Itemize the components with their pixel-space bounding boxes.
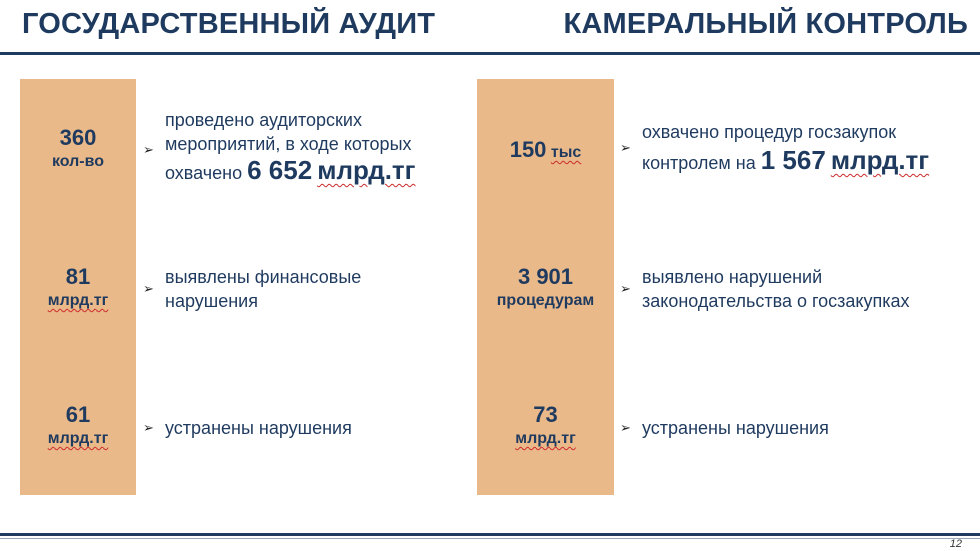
stat-unit: кол-во bbox=[51, 153, 105, 170]
footer-divider bbox=[0, 533, 980, 536]
item-text-line: выявлены финансовые bbox=[165, 267, 362, 287]
stat-unit: млрд.тг bbox=[47, 430, 109, 447]
stat-value: 150 bbox=[509, 137, 547, 162]
arrow-bullet-icon: ➢ bbox=[143, 420, 154, 435]
item-text-line: устранены нарушения bbox=[165, 418, 352, 438]
item-text-line: устранены нарушения bbox=[642, 418, 829, 438]
stat-unit: млрд.тг bbox=[515, 430, 576, 447]
item-text-line: законодательства о госзакупках bbox=[642, 291, 910, 311]
stat-unit: процедурам bbox=[496, 292, 595, 309]
stat-procedures-covered bbox=[477, 137, 614, 163]
stat-violations-amount bbox=[20, 264, 136, 312]
arrow-bullet-icon: ➢ bbox=[143, 142, 154, 157]
highlight-amount: 6 652 bbox=[247, 155, 313, 185]
title-desk-control: КАМЕРАЛЬНЫЙ КОНТРОЛЬ bbox=[563, 8, 968, 40]
stat-value: 3 901 bbox=[517, 264, 574, 289]
right-stats-column bbox=[477, 79, 614, 495]
highlight-unit: млрд.тг bbox=[317, 155, 416, 185]
item-text-line: охвачено bbox=[165, 163, 248, 183]
title-state-audit: ГОСУДАРСТВЕННЫЙ АУДИТ bbox=[22, 8, 436, 40]
item-text-line: нарушения bbox=[165, 291, 258, 311]
right-item-violations bbox=[620, 265, 910, 313]
left-item-violations bbox=[143, 265, 361, 313]
item-text-line: контролем на bbox=[642, 153, 761, 173]
item-text-line: охвачено процедур госзакупок bbox=[642, 122, 897, 142]
left-item-audits bbox=[143, 108, 416, 185]
stat-procedures-violations bbox=[477, 264, 614, 312]
stat-unit: тыс bbox=[550, 144, 582, 161]
item-text-line: проведено аудиторских bbox=[165, 110, 362, 130]
arrow-bullet-icon: ➢ bbox=[143, 281, 154, 296]
arrow-bullet-icon: ➢ bbox=[620, 140, 631, 155]
item-text-line: мероприятий, в ходе которых bbox=[165, 134, 412, 154]
stat-resolved-amount bbox=[477, 402, 614, 450]
highlight-amount: 1 567 bbox=[760, 145, 826, 175]
header-divider bbox=[0, 52, 980, 55]
item-text-line: выявлено нарушений bbox=[642, 267, 823, 287]
right-item-covered bbox=[620, 120, 929, 175]
left-item-resolved bbox=[143, 416, 352, 440]
arrow-bullet-icon: ➢ bbox=[620, 281, 631, 296]
stat-value: 360 bbox=[59, 125, 97, 150]
arrow-bullet-icon: ➢ bbox=[620, 420, 631, 435]
highlight-unit: млрд.тг bbox=[830, 145, 930, 175]
stat-value: 73 bbox=[533, 402, 558, 427]
stat-unit: млрд.тг bbox=[47, 292, 109, 309]
footer-divider-thin bbox=[0, 538, 980, 539]
left-stats-column bbox=[20, 79, 136, 495]
stat-value: 61 bbox=[65, 402, 91, 427]
stat-audit-count bbox=[20, 125, 136, 173]
stat-resolved-amount bbox=[20, 402, 136, 450]
page-number: 12 bbox=[949, 538, 962, 550]
right-item-resolved bbox=[620, 416, 829, 440]
stat-value: 81 bbox=[65, 264, 91, 289]
